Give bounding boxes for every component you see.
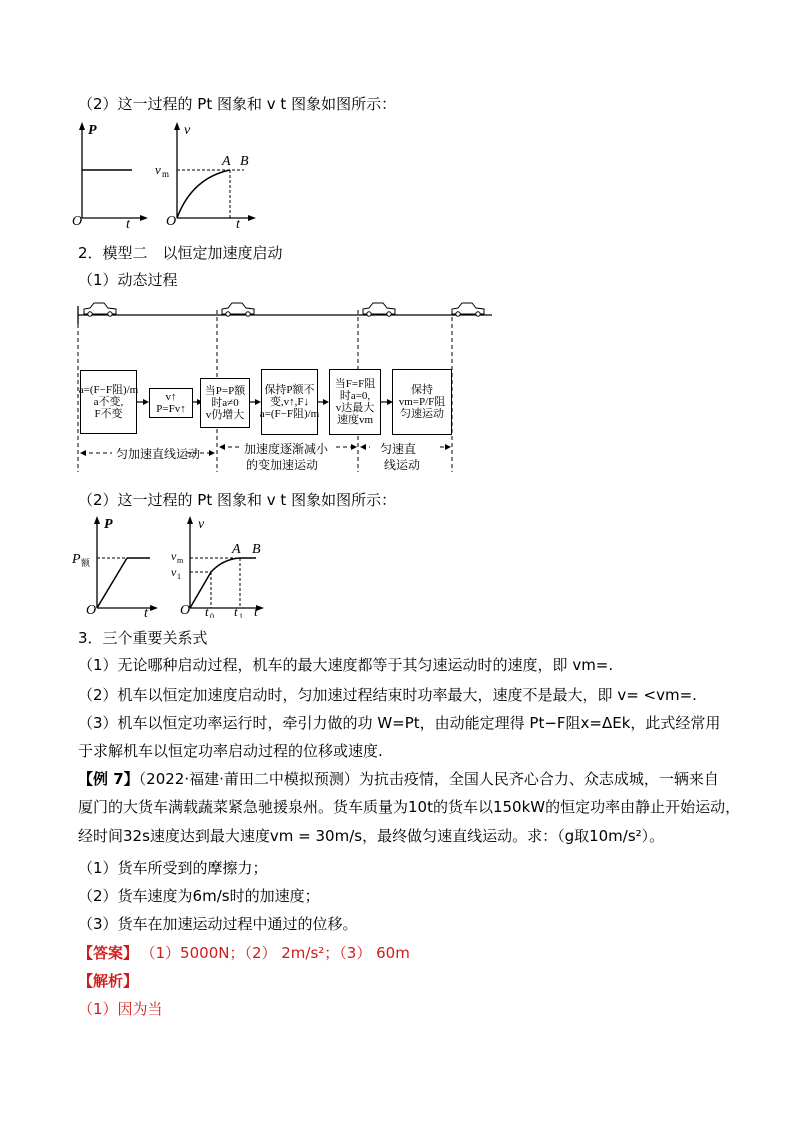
section3-item3b: 于求解机车以恒定功率启动过程的位移或速度. bbox=[78, 742, 383, 760]
vt2-t0-label: t bbox=[205, 604, 209, 618]
vt2-v1-sub: 1 bbox=[177, 572, 181, 581]
example-question-2: （2）货车速度为6m/s时的加速度； bbox=[78, 887, 320, 905]
section2-vt-graph bbox=[168, 514, 268, 618]
vt2-origin: O bbox=[180, 603, 191, 618]
example-line1-text: （2022·福建·莆田二中模拟预测）为抗击疫情，全国人民齐心合力、众志成城，一辆来自 bbox=[138, 770, 719, 788]
section1-pt-graph bbox=[70, 120, 150, 228]
pt2-y-label: P bbox=[104, 517, 113, 532]
stage-label-uniform-motion-1: 匀速直 bbox=[380, 442, 417, 456]
answer-tag: 【答案】 bbox=[78, 944, 139, 962]
section3-item3a: （3）机车以恒定功率运行时，牵引力做的功 W=Pt，由动能定理得 Pt−F阻x=ΔEk，此式经常用 bbox=[78, 714, 721, 732]
example-line1 bbox=[78, 769, 719, 789]
pt2-p-sub: 额 bbox=[81, 558, 91, 568]
answer-line bbox=[78, 943, 410, 963]
analysis-line1: （1）因为当 bbox=[78, 1000, 163, 1018]
stage-label-uniform-motion-2: 线运动 bbox=[384, 458, 421, 472]
vt-x-label: t bbox=[236, 217, 240, 228]
flow-box-1: a=(F−F阻)/m a不变, F不变 bbox=[80, 370, 137, 434]
vt2-t1-sub: 1 bbox=[239, 612, 243, 618]
section2-graph-caption: （2）这一过程的 Pt 图象和 v t 图象如图所示： bbox=[78, 491, 397, 509]
stage-label-variable-accel-2: 的变加速运动 bbox=[246, 458, 319, 472]
flow-box-4: 保持P额不 变,v↑,F↓ a=(F−F阻)/m bbox=[261, 369, 318, 435]
flow-box-3: 当P=P额 时a≠0 v仍增大 bbox=[200, 378, 250, 428]
section3-item1: （1）无论哪种启动过程，机车的最大速度都等于其匀速运动时的速度，即 vm=. bbox=[78, 656, 614, 674]
answer-text: （1）5000N；（2） 2m/s²；（3） 60m bbox=[148, 944, 410, 962]
pt2-origin: O bbox=[86, 603, 97, 618]
vt2-t1-label: t bbox=[234, 604, 238, 618]
vt-origin: O bbox=[166, 214, 177, 228]
stage-label-variable-accel-1: 加速度逐渐减小 bbox=[244, 442, 329, 456]
example-question-1: （1）货车所受到的摩擦力； bbox=[78, 859, 268, 877]
pt-y-label: P bbox=[88, 123, 97, 138]
example-tag: 【例 7】 bbox=[78, 770, 139, 788]
pt2-p-label: P bbox=[72, 552, 81, 567]
pt-origin: O bbox=[72, 214, 83, 228]
flow-box-6: 保持 vm=P/F阻 匀速运动 bbox=[392, 369, 452, 435]
vt2-vm-label: v bbox=[171, 549, 177, 563]
vt-point-a: A bbox=[222, 154, 231, 169]
vt-vm-sub: m bbox=[162, 169, 170, 179]
car-icon bbox=[222, 303, 254, 316]
pt-x-label: t bbox=[126, 217, 130, 228]
section3-item2: （2）机车以恒定加速度启动时，匀加速过程结束时功率最大，速度不是最大，即 v= <vm=. bbox=[78, 686, 697, 704]
car-icon bbox=[363, 303, 395, 316]
vt-vm-label: v bbox=[155, 162, 161, 177]
vt2-y-label: v bbox=[198, 517, 205, 532]
example-line3: 经时间32s速度达到最大速度vm = 30m/s，最终做匀速直线运动。求：（g取10m/s²）。 bbox=[78, 827, 665, 845]
vt2-vm-sub: m bbox=[177, 556, 184, 565]
car-icon bbox=[452, 303, 484, 316]
pt2-x-label: t bbox=[144, 606, 148, 618]
vt2-t0-sub: 0 bbox=[210, 612, 214, 618]
section2-sub1: （1）动态过程 bbox=[78, 271, 178, 289]
stage-label-uniform-accel: 匀加速直线运动 bbox=[116, 447, 201, 461]
section1-vt-graph bbox=[152, 120, 262, 228]
section3-title: 3．三个重要关系式 bbox=[78, 629, 208, 647]
vt2-v1-label: v bbox=[171, 565, 177, 579]
section1-graph-caption: （2）这一过程的 Pt 图象和 v t 图象如图所示： bbox=[78, 95, 397, 113]
analysis-tag: 【解析】 bbox=[78, 972, 139, 990]
flow-box-2: v↑ P=Fv↑ bbox=[149, 388, 193, 418]
example-line2: 厦门的大货车满载蔬菜紧急驰援泉州。货车质量为10t的货车以150kW的恒定功率由静止开始运动， bbox=[78, 798, 741, 816]
vt2-point-b: B bbox=[252, 542, 261, 557]
section2-title: 2．模型二 以恒定加速度启动 bbox=[78, 244, 283, 262]
example-question-3: （3）货车在加速运动过程中通过的位移。 bbox=[78, 915, 358, 933]
vt-point-b: B bbox=[240, 154, 249, 169]
vt2-point-a: A bbox=[232, 542, 241, 557]
section2-pt-graph bbox=[72, 514, 162, 618]
vt2-x-label: t bbox=[254, 605, 258, 618]
flow-box-5: 当F=F阻 时a=0, v达最大 速度vm bbox=[329, 369, 381, 435]
vt-y-label: v bbox=[184, 123, 191, 138]
car-icon bbox=[84, 303, 116, 316]
